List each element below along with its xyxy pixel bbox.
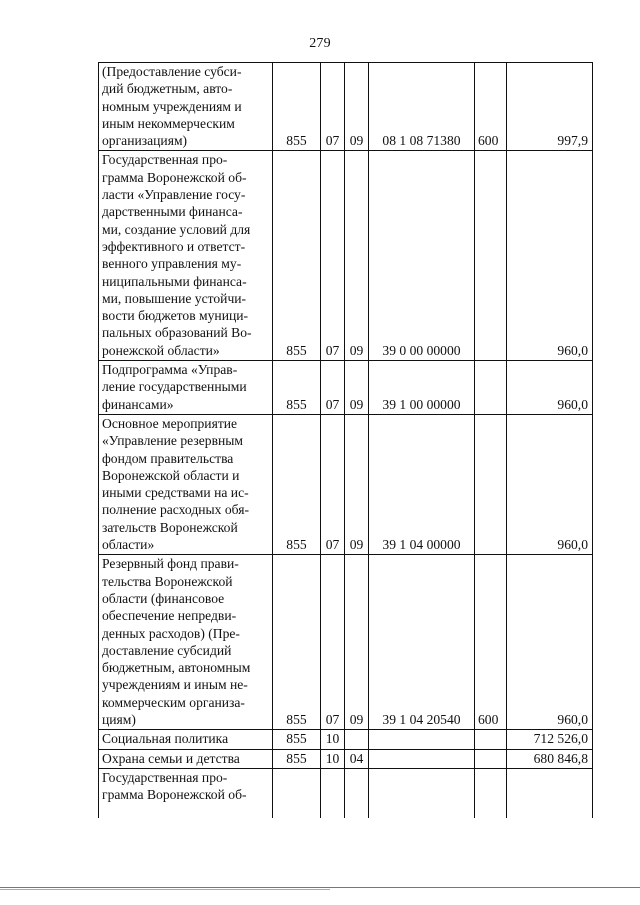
expense-type-code <box>475 730 507 749</box>
page-number: 279 <box>309 36 331 51</box>
expense-type-code <box>475 768 507 818</box>
table-row <box>99 414 593 554</box>
item-name: Основное мероприятие «Управление резервным фондом правительства Воронежской области и иными средствами на ис- полнение расходных обя- зательств Воронежской области» <box>99 414 273 554</box>
section-code <box>321 768 345 818</box>
budget-table <box>98 62 593 818</box>
target-article-code <box>369 730 475 749</box>
section-code: 10 <box>321 749 345 768</box>
grbs-code: 855 <box>273 555 321 730</box>
expense-type-code <box>475 361 507 415</box>
amount: 960,0 <box>507 151 593 361</box>
item-name: (Предоставление субси- дий бюджетным, авто- номным учреждениям и иным некоммерческим организациям) <box>99 63 273 151</box>
section-code: 07 <box>321 151 345 361</box>
scan-edge-line <box>0 889 330 890</box>
target-article-code <box>369 749 475 768</box>
item-name: Подпрограмма «Управ- ление государственными финансами» <box>99 361 273 415</box>
item-name: Охрана семьи и детства <box>99 749 273 768</box>
item-name: Государственная про- грамма Воронежской об- <box>99 768 273 818</box>
subsection-code: 09 <box>345 414 369 554</box>
table-row <box>99 768 593 818</box>
table-row <box>99 749 593 768</box>
table-row <box>99 361 593 415</box>
target-article-code: 39 1 04 00000 <box>369 414 475 554</box>
section-code: 07 <box>321 555 345 730</box>
subsection-code <box>345 730 369 749</box>
expense-type-code: 600 <box>475 63 507 151</box>
grbs-code: 855 <box>273 749 321 768</box>
grbs-code: 855 <box>273 63 321 151</box>
table-row <box>99 63 593 151</box>
grbs-code <box>273 768 321 818</box>
table-body <box>99 63 593 818</box>
grbs-code: 855 <box>273 414 321 554</box>
target-article-code: 39 1 00 00000 <box>369 361 475 415</box>
amount: 712 526,0 <box>507 730 593 749</box>
table-row <box>99 151 593 361</box>
amount: 960,0 <box>507 414 593 554</box>
grbs-code: 855 <box>273 361 321 415</box>
section-code: 07 <box>321 414 345 554</box>
expense-type-code: 600 <box>475 555 507 730</box>
amount: 960,0 <box>507 555 593 730</box>
expense-type-code <box>475 749 507 768</box>
expense-type-code <box>475 151 507 361</box>
target-article-code: 08 1 08 71380 <box>369 63 475 151</box>
item-name: Резервный фонд прави- тельства Воронежской области (финансовое обеспечение непредви- денных расходов) (Пре- доставление субсидий бюджетным, автономным учреждениям и иным не- коммерческим организа- циям) <box>99 555 273 730</box>
amount: 960,0 <box>507 361 593 415</box>
target-article-code: 39 1 04 20540 <box>369 555 475 730</box>
amount: 997,9 <box>507 63 593 151</box>
section-code: 07 <box>321 361 345 415</box>
item-name: Государственная про- грамма Воронежской об- ласти «Управление госу- дарственными финанса- ми, создание условий для эффективного и ответст- венного управления му- ниципальными финанса- ми, повышение устойчи- вости бюджетов муници- пальных образований Во- ронежской области» <box>99 151 273 361</box>
grbs-code: 855 <box>273 151 321 361</box>
subsection-code: 04 <box>345 749 369 768</box>
grbs-code: 855 <box>273 730 321 749</box>
table-row <box>99 555 593 730</box>
target-article-code: 39 0 00 00000 <box>369 151 475 361</box>
subsection-code: 09 <box>345 555 369 730</box>
subsection-code: 09 <box>345 63 369 151</box>
expense-type-code <box>475 414 507 554</box>
table-row <box>99 730 593 749</box>
section-code: 07 <box>321 63 345 151</box>
section-code: 10 <box>321 730 345 749</box>
subsection-code <box>345 768 369 818</box>
item-name: Социальная политика <box>99 730 273 749</box>
amount <box>507 768 593 818</box>
subsection-code: 09 <box>345 361 369 415</box>
subsection-code: 09 <box>345 151 369 361</box>
amount: 680 846,8 <box>507 749 593 768</box>
scan-edge-line <box>0 887 640 888</box>
target-article-code <box>369 768 475 818</box>
